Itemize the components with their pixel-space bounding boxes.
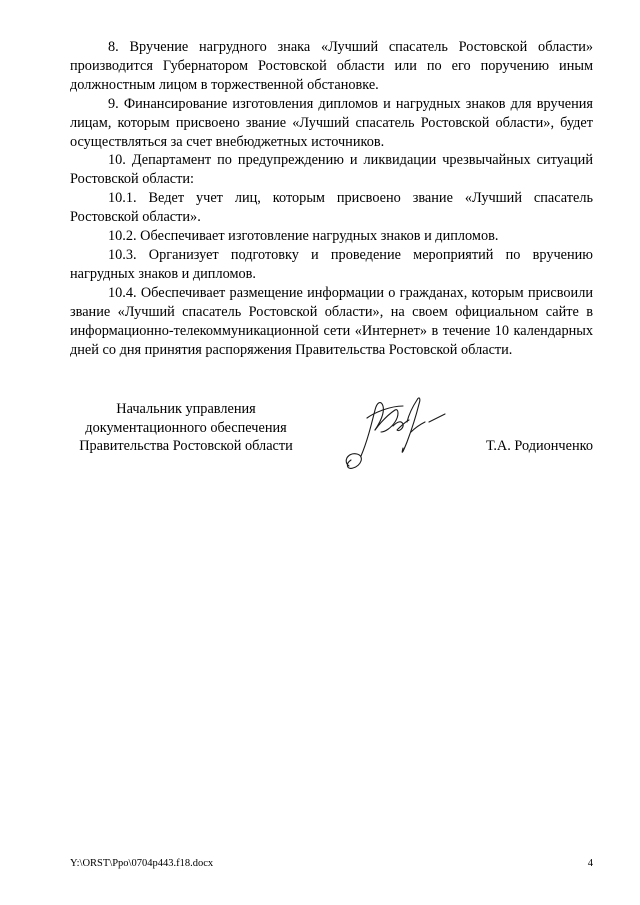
- paragraph-10-2: 10.2. Обеспечивает изготовление нагрудных знаков и дипломов.: [108, 228, 499, 245]
- paragraph-10-4: 10.4. Обеспечивает размещение информации о гражданах, которым присвоили звание «Лучший спасатель Ростовской области», на своем официальном сайте в информационно-телекоммуникационной сети «Интернет» в течение 10 календарных дней со дня принятия распоряжения Правительства Ростовской области.: [70, 284, 593, 358]
- signatory-title-line: Правительства Ростовской области: [79, 438, 293, 455]
- handwritten-signature: [341, 392, 451, 474]
- file-path: Y:\ORST\Ppo\0704p443.f18.docx: [70, 858, 214, 869]
- paragraph-8: 8. Вручение нагрудного знака «Лучший спасатель Ростовской области» производится Губернатором Ростовской области или по его поручению иным должностным лицом в торжественной обстановке.: [70, 39, 593, 93]
- signature-block: [70, 400, 593, 480]
- signatory-title-line: документационного обеспечения: [85, 419, 287, 436]
- paragraph-10-3: 10.3. Организует подготовку и проведение мероприятий по вручению нагрудных знаков и дипломов.: [70, 246, 593, 282]
- page-number: 4: [587, 858, 593, 869]
- signatory-title-line: Начальник управления: [116, 401, 256, 417]
- signatory-title: [70, 400, 302, 456]
- document-body: [70, 38, 593, 359]
- signatory-name: Т.А. Родионченко: [486, 438, 593, 454]
- paragraph-10: 10. Департамент по предупреждению и ликвидации чрезвычайных ситуаций Ростовской области:: [70, 152, 593, 188]
- paragraph-9: 9. Финансирование изготовления дипломов и нагрудных знаков для вручения лицам, которым присвоено звание «Лучший спасатель Ростовской области», будет осуществляться за счет внебюджетных источников.: [70, 95, 593, 150]
- paragraph-10-1: 10.1. Ведет учет лиц, которым присвоено звание «Лучший спасатель Ростовской области».: [70, 190, 593, 226]
